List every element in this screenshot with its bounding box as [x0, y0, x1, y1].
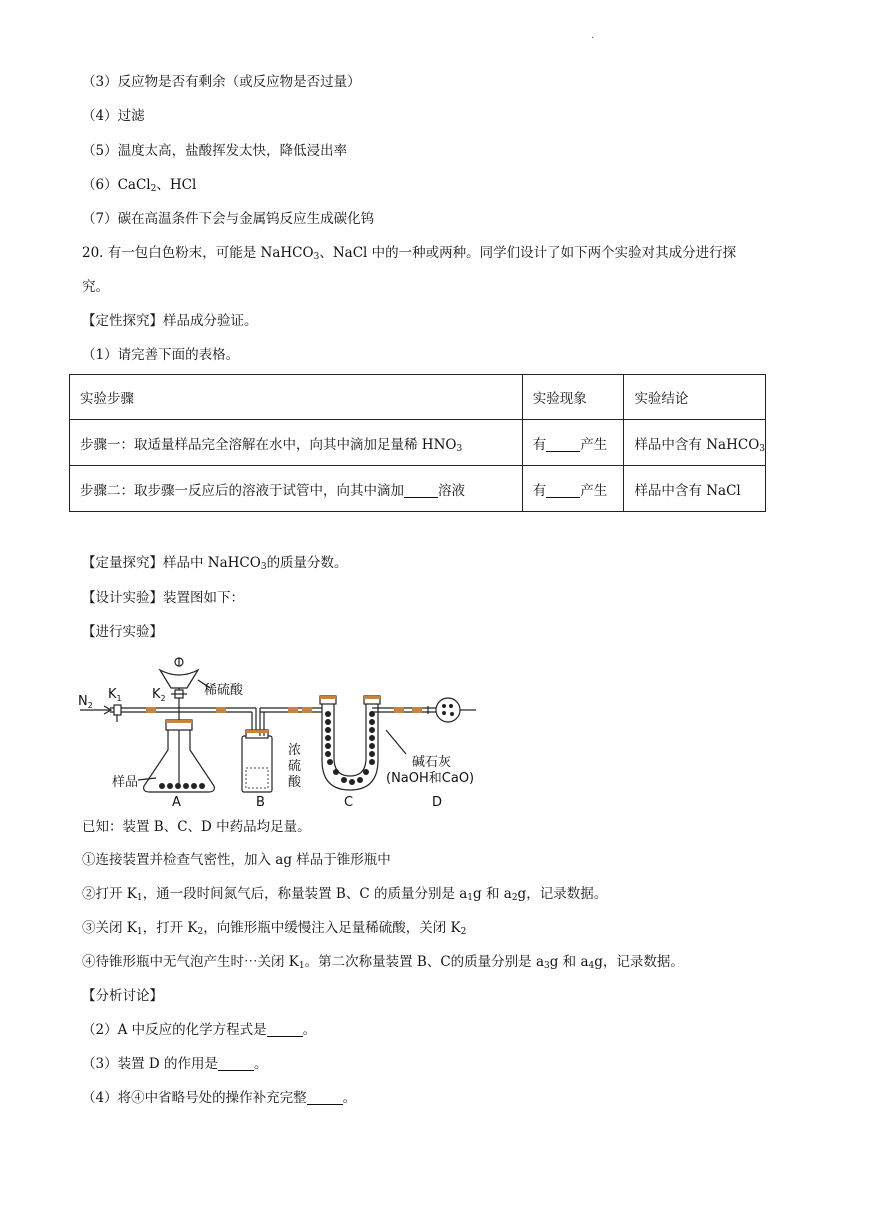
fill-blank[interactable]	[404, 483, 438, 498]
step-4: ④待锥形瓶中无气泡产生时⋯关闭 $K_1$。第二次称量装置 B、C的质量分别是 $a_3g$ 和 $a_4g$，记录数据。	[82, 954, 684, 971]
answer-7: （7）碳在高温条件下会与金属钨反应生成碳化钨	[82, 211, 375, 227]
question-2: （2）A 中反应的化学方程式是 。	[82, 1022, 317, 1038]
page-header-mark: .	[591, 30, 595, 41]
question-1: （1）请完善下面的表格。	[82, 347, 240, 363]
apparatus-c-label: C	[344, 795, 354, 810]
row2-step: 步骤二：取步骤一反应后的溶液于试管中，向其中滴加 溶液	[70, 466, 523, 512]
step-3: ③关闭 $K_1$，打开 $K_2$，向锥形瓶中缓慢注入足量稀硫酸，关闭 $K_2$	[82, 920, 467, 937]
dilute-acid-label: 稀硫酸	[204, 683, 244, 698]
table-row	[70, 420, 766, 466]
row2-conclusion: 样品中含有 NaCl	[624, 466, 766, 512]
header-observation: 实验现象	[522, 375, 624, 420]
known-conditions: 已知：装置 B、C、D 中药品均足量。	[82, 819, 311, 835]
section-design: 【设计实验】装置图如下：	[82, 590, 244, 606]
section-qualitative: 【定性探究】样品成分验证。	[82, 313, 258, 329]
answer-blank[interactable]	[218, 1056, 254, 1071]
answer-blank[interactable]	[267, 1022, 303, 1037]
experiment-table	[69, 374, 766, 512]
sample-label: 样品	[112, 775, 139, 790]
apparatus-b-label: B	[256, 795, 265, 810]
soda-lime-formula: (NaOH和CaO)	[386, 771, 475, 786]
conc-acid-label-3: 酸	[288, 775, 302, 790]
header-steps: 实验步骤	[70, 375, 523, 420]
question-20-intro-cont: 究。	[82, 279, 109, 295]
step-2: ②打开 $K_1$，通一段时间氮气后，称量装置 B、C 的质量分别是 $a_1g$ 和 $a_2g$，记录数据。	[82, 886, 608, 903]
table-header-row	[70, 375, 766, 420]
section-quantitative: 【定量探究】样品中 NaHCO$_3$的质量分数。	[82, 555, 348, 572]
soda-lime-label: 碱石灰	[412, 755, 452, 770]
k1-label: $K_1$	[108, 687, 122, 703]
section-conduct: 【进行实验】	[82, 624, 163, 640]
answer-blank[interactable]	[307, 1090, 343, 1105]
conc-acid-label-2: 硫	[288, 759, 302, 774]
fill-blank[interactable]	[546, 437, 580, 452]
conc-acid-label-1: 浓	[288, 743, 302, 758]
apparatus-a-label: A	[172, 795, 181, 810]
n2-label: $N_2$	[78, 694, 93, 710]
question-3: （3）装置 D 的作用是 。	[82, 1056, 268, 1072]
row1-conclusion: 样品中含有 NaHCO$_3$	[624, 420, 766, 466]
apparatus-d-label: D	[432, 795, 443, 810]
section-analysis: 【分析讨论】	[82, 988, 163, 1004]
row1-observation: 有 产生	[522, 420, 624, 466]
step-1: ①连接装置并检查气密性，加入 ag 样品于锥形瓶中	[82, 852, 391, 868]
answer-6: （6）CaCl$_2$、HCl	[82, 177, 197, 194]
row2-observation: 有 产生	[522, 466, 624, 512]
k2-label: $K_2$	[152, 687, 166, 703]
question-20-intro: 20. 有一包白色粉末，可能是 NaHCO$_3$、NaCl 中的一种或两种。同学们设计了如下两个实验对其成分进行探	[82, 245, 737, 262]
header-conclusion: 实验结论	[624, 375, 766, 420]
answer-4: （4）过滤	[82, 108, 145, 124]
answer-5: （5）温度太高，盐酸挥发太快，降低浸出率	[82, 143, 348, 159]
row1-step: 步骤一：取适量样品完全溶解在水中，向其中滴加足量稀 $HNO_3$	[70, 420, 523, 466]
apparatus-diagram	[76, 650, 484, 810]
answer-3: （3）反应物是否有剩余（或反应物是否过量）	[82, 74, 361, 90]
fill-blank[interactable]	[546, 483, 580, 498]
table-row	[70, 466, 766, 512]
question-4: （4）将④中省略号处的操作补充完整 。	[82, 1090, 357, 1106]
